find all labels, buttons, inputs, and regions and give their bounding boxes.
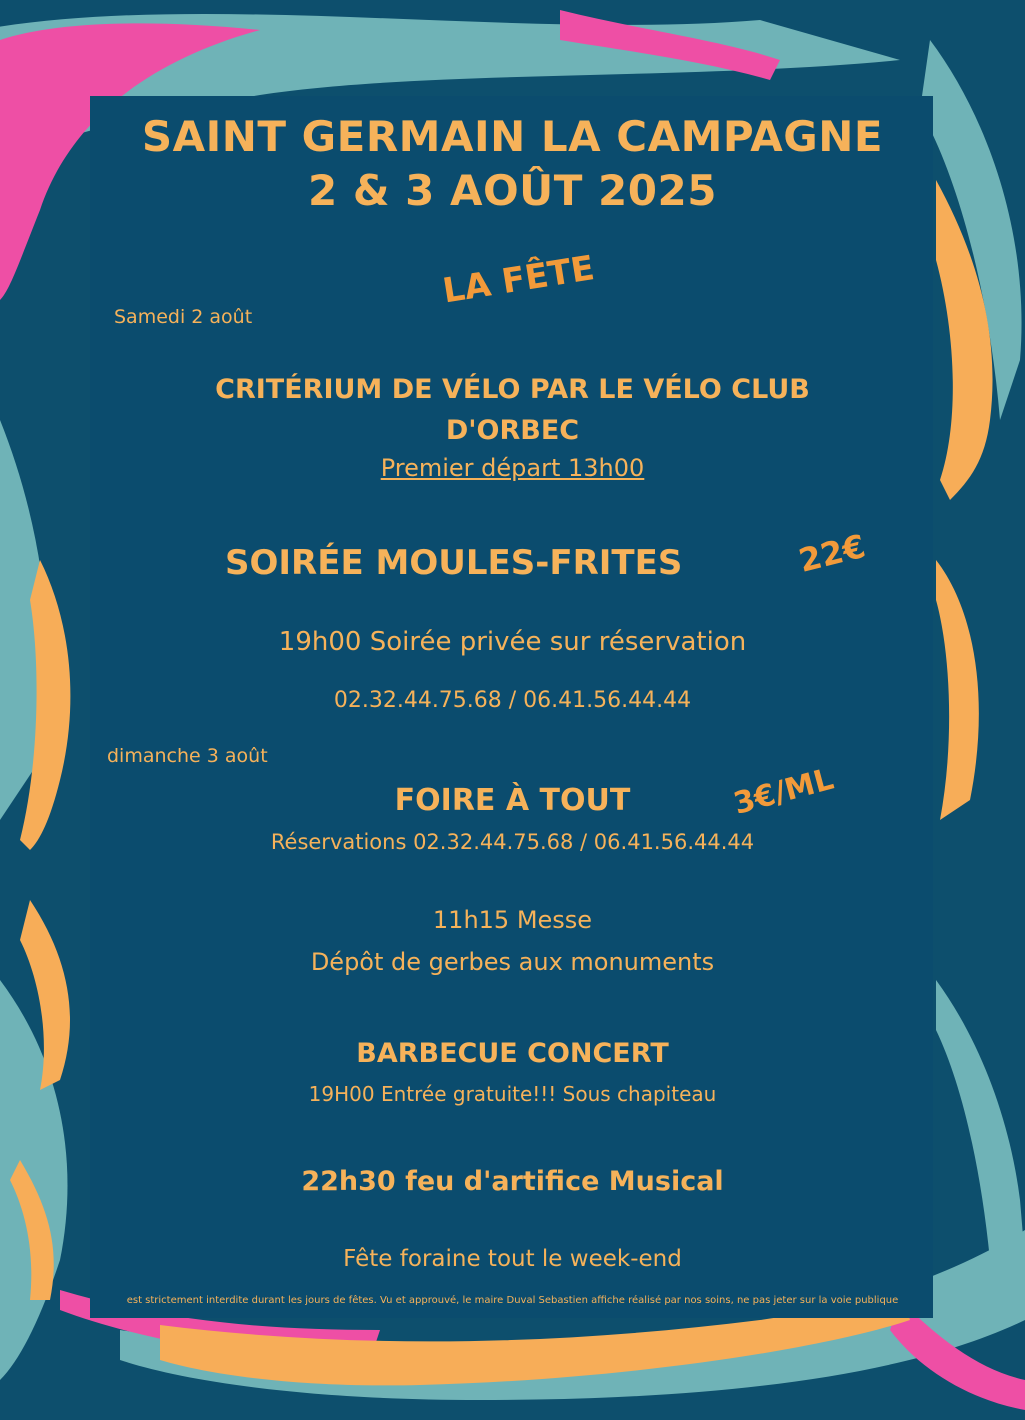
sunday-day-label: dimanche 3 août <box>107 745 268 767</box>
foire-reservations: Réservations 02.32.44.75.68 / 06.41.56.44.44 <box>270 830 755 854</box>
fete-foraine-info: Fête foraine tout le week-end <box>343 1246 682 1272</box>
footer-legal-notice: est strictement interdite durant les jours de fêtes. Vu et approuvé, le maire Duval Sebastien affiche réalisé par nos soins, ne pas jeter sur la voie publique <box>126 1295 899 1306</box>
fireworks-info: 22h30 feu d'artifice Musical <box>301 1166 724 1197</box>
foire-a-tout-price: 3€/ML <box>730 761 838 822</box>
foire-a-tout-title: FOIRE À TOUT <box>394 783 631 818</box>
criterium-title-line1: CRITÉRIUM DE VÉLO PAR LE VÉLO CLUB <box>215 374 810 405</box>
moules-frites-price: 22€ <box>795 526 870 580</box>
first-departure-time: Premier départ 13h00 <box>380 454 645 482</box>
gerbes-info: Dépôt de gerbes aux monuments <box>310 948 715 976</box>
la-fete-tag: LA FÊTE <box>440 248 598 312</box>
poster-title-date: 2 & 3 AOÛT 2025 <box>308 166 717 215</box>
soiree-phone-numbers: 02.32.44.75.68 / 06.41.56.44.44 <box>333 688 692 713</box>
criterium-title-line2: D'ORBEC <box>445 415 580 446</box>
barbecue-concert-title: BARBECUE CONCERT <box>356 1038 669 1069</box>
soiree-info: 19h00 Soirée privée sur réservation <box>278 627 747 657</box>
saturday-day-label: Samedi 2 août <box>114 306 253 328</box>
poster-title-line1: SAINT GERMAIN LA CAMPAGNE <box>141 112 884 161</box>
messe-info: 11h15 Messe <box>432 906 593 934</box>
barbecue-concert-info: 19H00 Entrée gratuite!!! Sous chapiteau <box>308 1082 717 1106</box>
moules-frites-title: SOIRÉE MOULES-FRITES <box>225 543 683 583</box>
